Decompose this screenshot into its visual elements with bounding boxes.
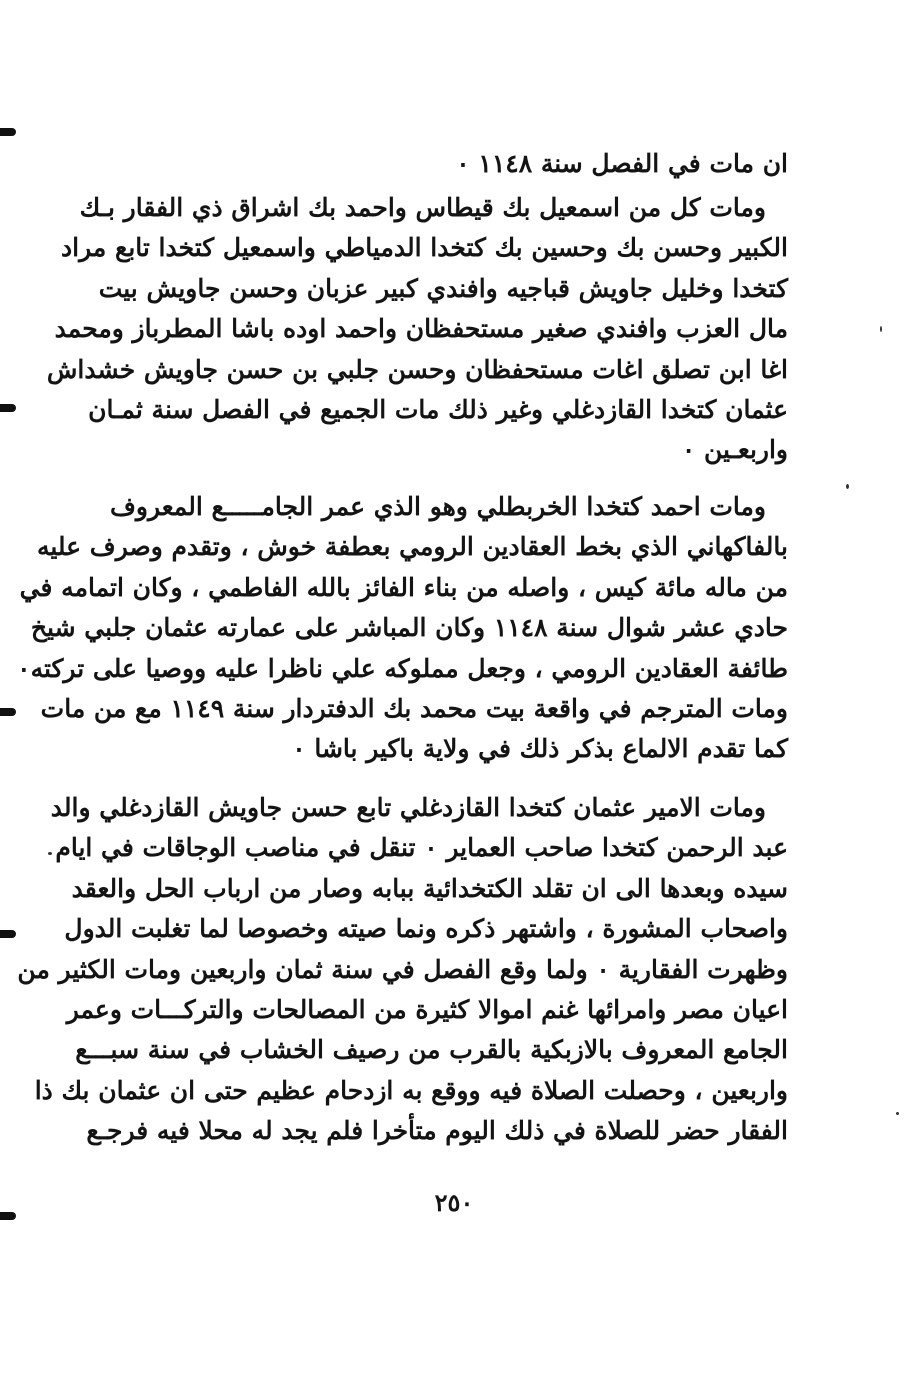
- text-line: كما تقدم الالماع بذكر ذلك في ولاية باكير باشا ٠: [292, 734, 788, 764]
- binding-mark: [0, 128, 16, 136]
- text-line: الكبير وحسن بك وحسين بك كتخدا الدمياطي واسمعيل كتخدا تابع مراد: [61, 233, 788, 263]
- text-line: اعيان مصر وامرائها غنم اموالا كثيرة من المصالحات والتركـــات وعمر: [66, 995, 788, 1025]
- text-line: وظهرت الفقارية ٠ ولما وقع الفصل في سنة ثمان واربعين ومات الكثير من: [17, 954, 788, 984]
- text-line: الجامع المعروف بالازبكية بالقرب من رصيف الخشاب في سنة سبـــع: [75, 1035, 788, 1065]
- paragraph: [17, 487, 788, 770]
- scan-speck: [896, 1112, 899, 1115]
- paragraph-fragment: [118, 144, 788, 184]
- text-line: عثمان كتخدا القازدغلي وغير ذلك مات الجميع في الفصل سنة ثمـان: [88, 395, 788, 425]
- binding-mark: [0, 1212, 16, 1220]
- binding-mark: [0, 930, 16, 938]
- text-line: الفقار حضر للصلاة في ذلك اليوم متأخرا فلم يجد له محلا فيه فرجـع: [86, 1116, 788, 1146]
- binding-mark: [0, 708, 16, 716]
- text-line: ومات الامير عثمان كتخدا القازدغلي تابع حسن جاويش القازدغلي والد: [50, 793, 766, 822]
- text-line: واربعـين ٠: [681, 435, 788, 465]
- text-line: عبد الرحمن كتخدا صاحب العماير ٠ تنقل في مناصب الوجاقات في ايام: [55, 833, 788, 863]
- scan-speck: [880, 326, 882, 332]
- text-line: حادي عشر شوال سنة ١١٤٨ وكان المباشر على عمارته عثمان جلبي شيخ: [30, 613, 788, 643]
- text-line: اغا ابن تصلق اغات مستحفظان وحسن جلبي بن حسن جاويش خشداش: [46, 354, 788, 384]
- paragraph: [17, 788, 788, 1152]
- text-line: طائفة العقادين الرومي ، وجعل مملوكه علي ناظرا عليه ووصيا على تركته٠: [17, 653, 788, 683]
- text-line: سيده وبعدها الى ان تقلد الكتخدائية ببابه وصار من ارباب الحل والعقد: [71, 873, 788, 903]
- text-line: من ماله مائة كيس ، واصله من بناء الفائز بالله الفاطمي ، وكان اتمامه في: [19, 572, 788, 602]
- text-line: ان مات في الفصل سنة ١١٤٨ ٠: [456, 149, 788, 178]
- paragraph: [46, 188, 788, 471]
- text-line: ومات المترجم في واقعة بيت محمد بك الدفتردار سنة ١١٤٩ مع من مات: [40, 694, 788, 724]
- text-line: بالفاكهاني الذي بخط العقادين الرومي بعطفة خوش ، وتقدم وصرف عليه: [36, 532, 788, 562]
- text-line: ومات احمد كتخدا الخربطلي وهو الذي عمر الجامـــــع المعروف: [109, 492, 766, 521]
- scan-speck: [48, 852, 52, 855]
- binding-mark: [0, 404, 16, 412]
- text-line: مال العزب وافندي صغير مستحفظان واحمد اوده باشا المطرباز ومحمد: [54, 314, 788, 344]
- scan-speck: [846, 484, 849, 489]
- text-line: واصحاب المشورة ، واشتهر ذكره ونما صيته وخصوصا لما تغلبت الدول: [64, 914, 788, 944]
- page-number: ٢٥٠: [434, 1188, 474, 1217]
- text-line: ومات كل من اسمعيل بك قيطاس واحمد بك اشراق ذي الفقار بـك: [79, 193, 766, 222]
- text-line: كتخدا وخليل جاويش قباجيه وافندي كبير عزبان وحسن جاويش بيت: [98, 273, 788, 303]
- text-line: واربعين ، وحصلت الصلاة فيه ووقع به ازدحام عظيم حتى ان عثمان بك ذا: [34, 1075, 788, 1105]
